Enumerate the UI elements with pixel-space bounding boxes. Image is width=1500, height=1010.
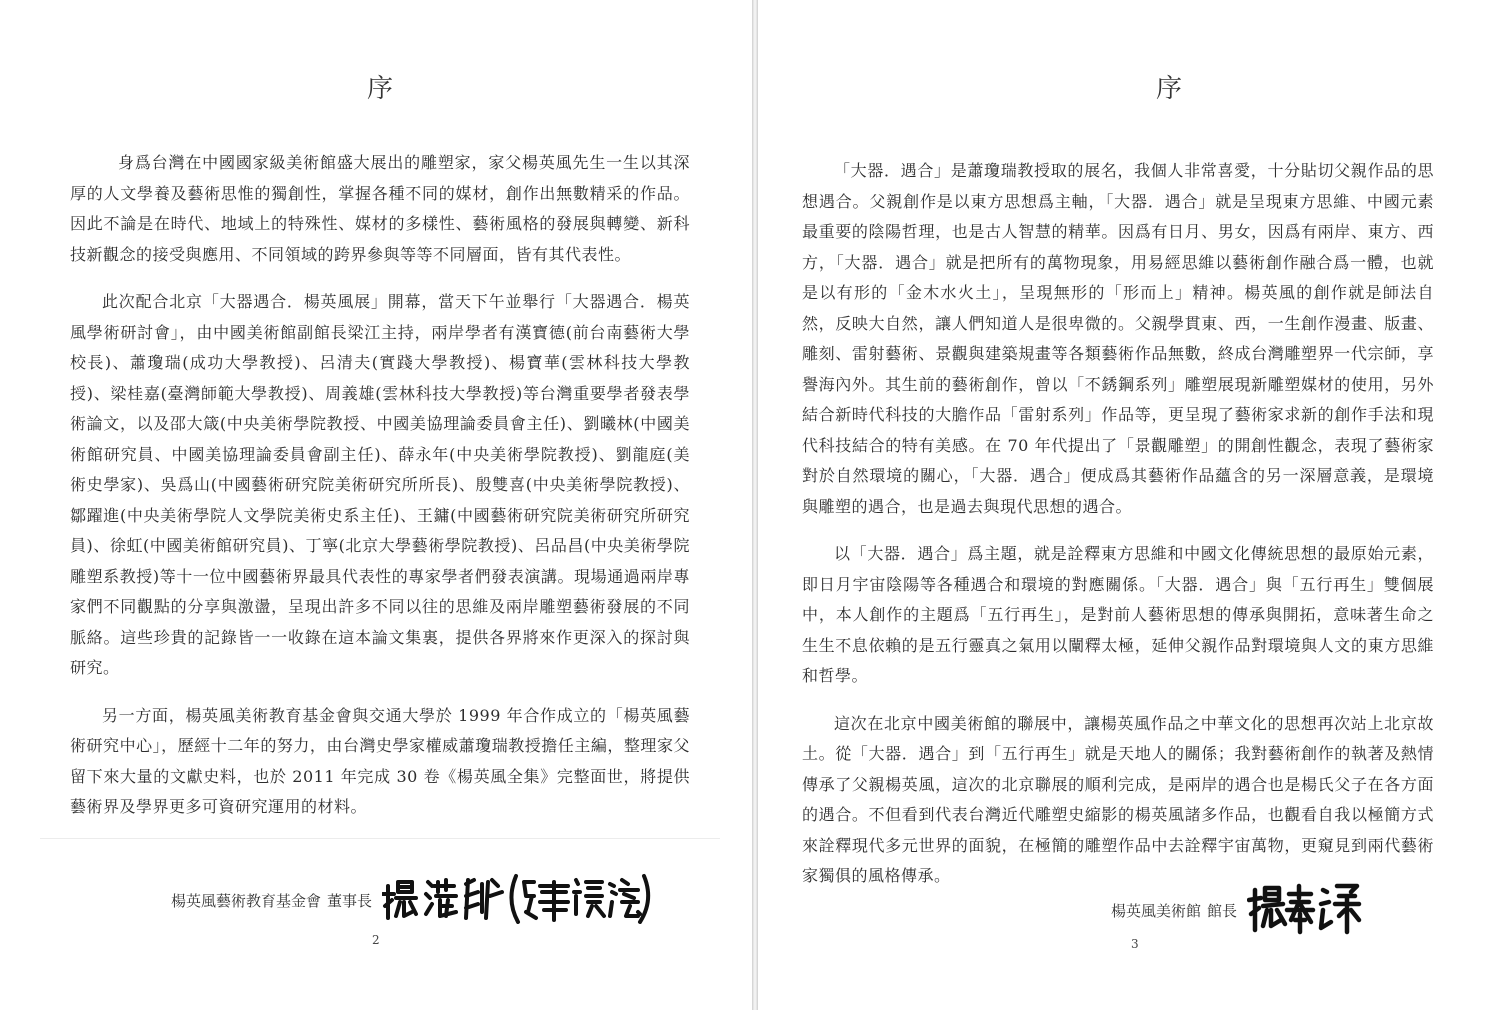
handwritten-signature bbox=[1247, 880, 1387, 940]
signature-title: 董事長 bbox=[327, 891, 373, 910]
page-title: 序 bbox=[1155, 74, 1182, 104]
preface-body bbox=[70, 148, 690, 840]
paragraph: 「大器．遇合」是蕭瓊瑞教授取的展名，我個人非常喜愛，十分貼切父親作品的思想遇合。父親創作是以東方思想爲主軸，「大器．遇合」就是呈現東方思維、中國元素最重要的陰陽哲理，也是古人智慧的精華。因爲有日月、男女，因爲有兩岸、東方、西方，「大器．遇合」就是把所有的萬物現象，用易經思維以藝術創作融合爲一體，也就是以有形的「金木水火土」，呈現無形的「形而上」精神。楊英風的創作就是師法自然，反映大自然，讓人們知道人是很卑微的。父親學貫東、西，一生創作漫畫、版畫、雕刻、雷射藝術、景觀與建築規畫等各類藝術作品無數，終成台灣雕塑界一代宗師，享譽海內外。其生前的藝術創作，曾以「不銹鋼系列」雕塑展現新雕塑媒材的使用，另外結合新時代科技的大膽作品「雷射系列」作品等，更呈現了藝術家求新的創作手法和現代科技結合的特有美感。在 70 年代提出了「景觀雕塑」的開創性觀念，表現了藝術家對於自然環境的關心，「大器．遇合」便成爲其藝術作品蘊含的另一深層意義，是環境與雕塑的遇合，也是過去與現代思想的遇合。 bbox=[802, 161, 1434, 516]
right-page bbox=[758, 0, 1500, 1010]
signature-org: 楊英風藝術教育基金會 bbox=[171, 891, 322, 910]
paragraph: 此次配合北京「大器遇合．楊英風展」開幕，當天下午並舉行「大器遇合．楊英風學術研討會」，由中國美術館副館長梁江主持，兩岸學者有漢寶德(前台南藝術大學校長)、蕭瓊瑞(成功大學教授)、呂清夫(實踐大學教授)、楊寶華(雲林科技大學教授)、梁桂嘉(臺灣師範大學教授)、周義雄(雲林科技大學教授)等台灣重要學者發表學術論文，以及邵大箴(中央美術學院教授、中國美協理論委員會主任)、劉曦林(中國美術館研究員、中國美協理論委員會副主任)、薛永年(中央美術學院教授)、劉龍庭(美術史學家)、吳爲山(中國藝術研究院美術研究所所長)、殷雙喜(中央美術學院教授)、鄒躍進(中央美術學院人文學院美術史系主任)、王鏞(中國藝術研究院美術研究所研究員)、徐虹(中國美術館研究員)、丁寧(北京大學藝術學院教授)、呂品昌(中央美術學院雕塑系教授)等十一位中國藝術界最具代表性的專家學者們發表演講。現場通過兩岸專家們不同觀點的分享與激盪，呈現出許多不同以往的思維及兩岸雕塑藝術發展的不同脈絡。這些珍貴的記錄皆一一收錄在這本論文集裏，提供各界將來作更深入的探討與研究。 bbox=[70, 292, 690, 677]
signature-block bbox=[1111, 880, 1387, 940]
signature-title: 館長 bbox=[1207, 901, 1238, 920]
paragraph: 另一方面，楊英風美術教育基金會與交通大學於 1999 年合作成立的「楊英風藝術研究中心」，歷經十二年的努力，由台灣史學家權威蕭瓊瑞教授擔任主編，整理家父留下來大量的文獻史料，也於 2011 年完成 30 卷《楊英風全集》完整面世，將提供藝術界及學界更多可資研究運用的材料。 bbox=[70, 705, 690, 816]
paragraph: 這次在北京中國美術館的聯展中，讓楊英風作品之中華文化的思想再次站上北京故土。從「大器．遇合」到「五行再生」就是天地人的關係；我對藝術創作的執著及熱情傳承了父親楊英風，這次的北京聯展的順利完成，是兩岸的遇合也是楊氏父子在各方面的遇合。不但看到代表台灣近代雕塑史縮影的楊英風諸多作品，也觀看自我以極簡方式來詮釋現代多元世界的面貌，在極簡的雕塑作品中去詮釋宇宙萬物，更窺見到兩代藝術家獨俱的風格傳承。 bbox=[802, 713, 1434, 885]
handwritten-signature bbox=[382, 872, 652, 928]
paragraph: 身爲台灣在中國國家級美術館盛大展出的雕塑家，家父楊英風先生一生以其深厚的人文學養及藝術思惟的獨創性，掌握各種不同的媒材，創作出無數精采的作品。因此不論是在時代、地域上的特殊性、媒材的多樣性、藝術風格的發展與轉變、新科技新觀念的接受與應用、不同領域的跨界參與等等不同層面，皆有其代表性。 bbox=[70, 153, 690, 264]
divider bbox=[40, 838, 720, 839]
signature-org: 楊英風美術館 bbox=[1111, 901, 1202, 920]
paragraph: 以「大器．遇合」爲主題，就是詮釋東方思維和中國文化傳統思想的最原始元素，即日月宇宙陰陽等各種遇合和環境的對應關係。「大器．遇合」與「五行再生」雙個展中，本人創作的主題爲「五行再生」，是對前人藝術思想的傳承與開拓，意味著生命之生生不息依賴的是五行靈真之氣用以闡釋太極，延伸父親作品對環境與人文的東方思維和哲學。 bbox=[802, 544, 1434, 685]
page-number: 3 bbox=[1131, 937, 1139, 951]
signature-block bbox=[171, 872, 652, 928]
page-title: 序 bbox=[366, 74, 393, 104]
preface-body bbox=[802, 156, 1434, 909]
page-number: 2 bbox=[372, 933, 380, 947]
